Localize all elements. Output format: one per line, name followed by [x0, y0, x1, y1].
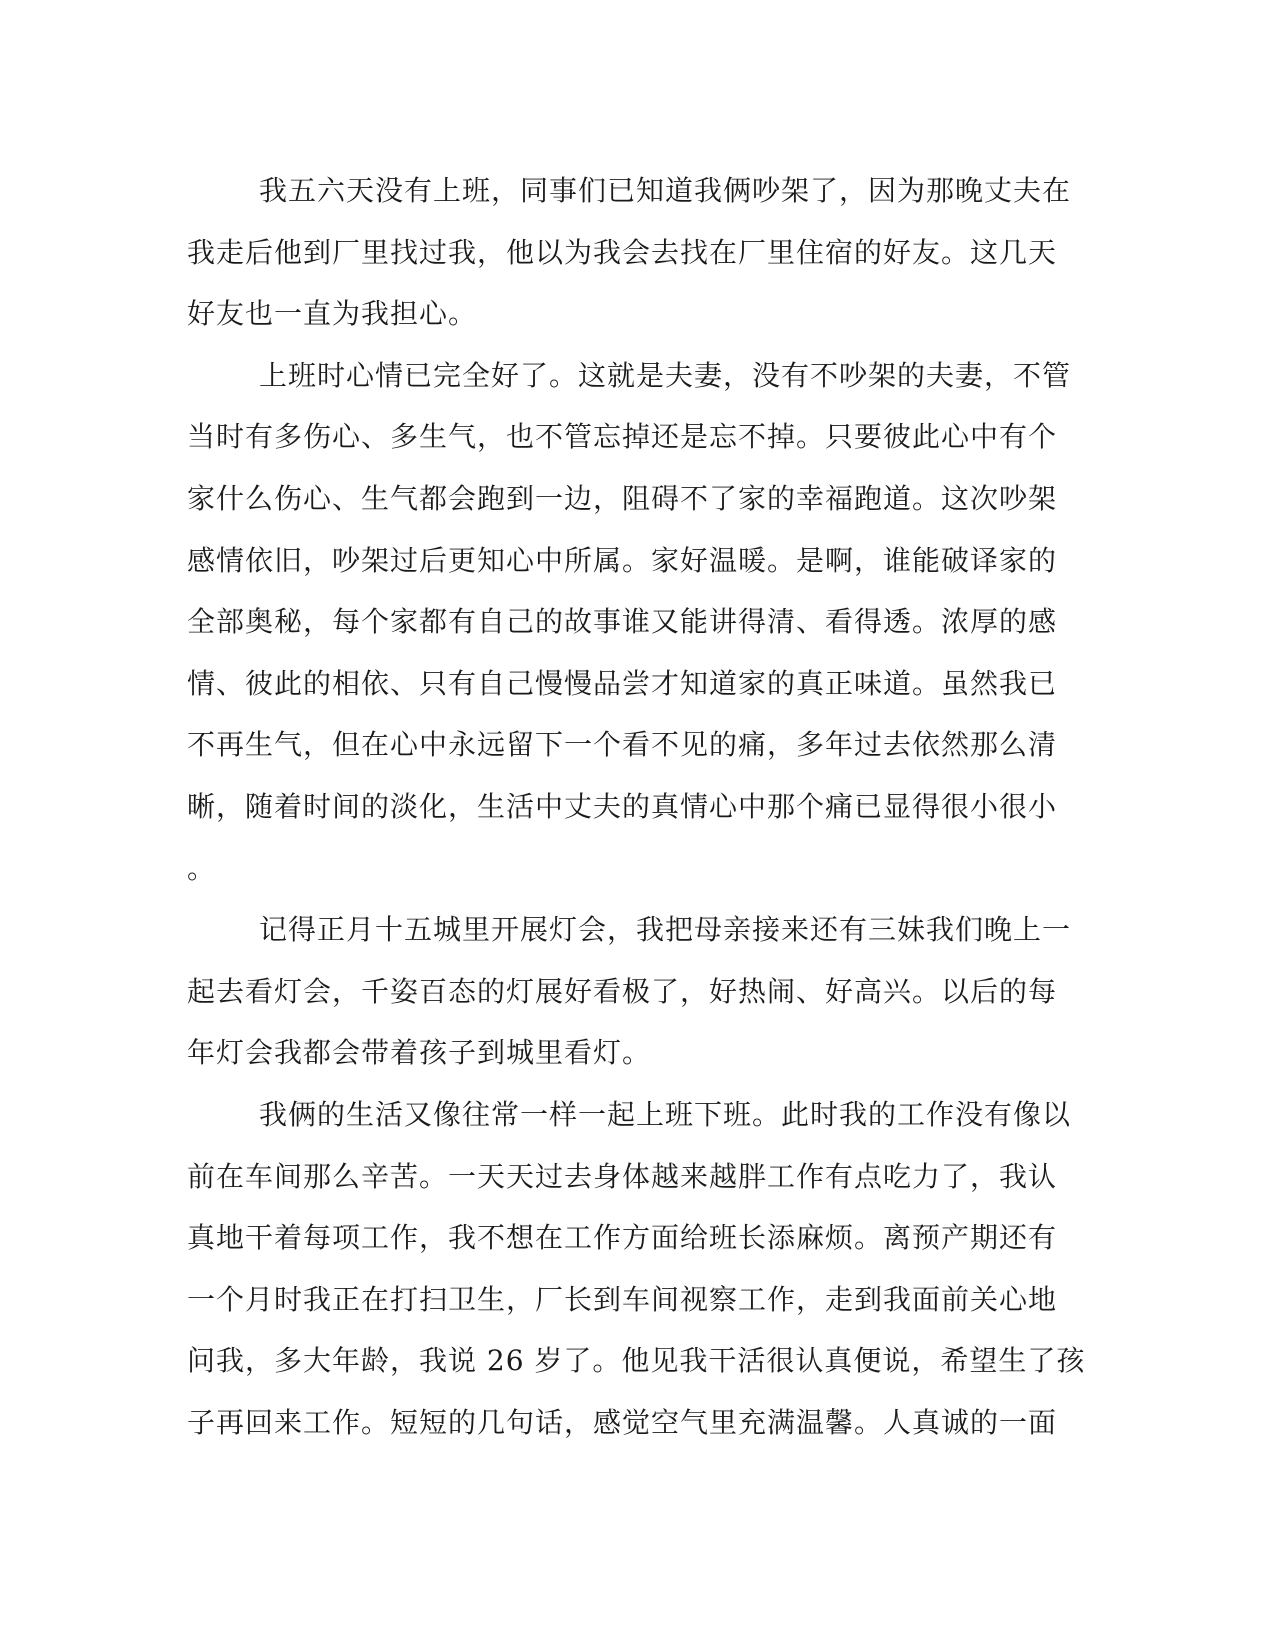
paragraph-line: 好友也一直为我担心。	[187, 297, 478, 331]
paragraph-line: 记得正月十五城里开展灯会，我把母亲接来还有三妹我们晚上一	[259, 913, 1072, 947]
paragraph-line: 。	[187, 851, 217, 885]
paragraph-line: 我走后他到厂里找过我，他以为我会去找在厂里住宿的好友。这几天	[187, 235, 1058, 269]
paragraph-line: 起去看灯会，千姿百态的灯展好看极了，好热闹、好高兴。以后的每	[187, 974, 1058, 1008]
paragraph-line: 晰，随着时间的淡化，生活中丈夫的真情心中那个痛已显得很小很小	[187, 789, 1058, 823]
paragraph-line: 上班时心情已完全好了。这就是夫妻，没有不吵架的夫妻，不管	[259, 358, 1072, 392]
body-text	[187, 160, 1086, 1453]
paragraph-line: 不再生气，但在心中永远留下一个看不见的痛，多年过去依然那么清	[187, 728, 1058, 762]
paragraph-line: 我五六天没有上班，同事们已知道我俩吵架了，因为那晚丈夫在	[259, 174, 1072, 207]
paragraph-line: 全部奥秘，每个家都有自己的故事谁又能讲得清、看得透。浓厚的感	[187, 605, 1058, 639]
paragraph-line: 一个月时我正在打扫卫生，厂长到车间视察工作，走到我面前关心地	[187, 1282, 1058, 1316]
paragraph-line: 我俩的生活又像往常一样一起上班下班。此时我的工作没有像以	[259, 1097, 1072, 1131]
paragraph-line: 当时有多伤心、多生气，也不管忘掉还是忘不掉。只要彼此心中有个	[187, 420, 1058, 454]
paragraph-line: 前在车间那么辛苦。一天天过去身体越来越胖工作有点吃力了，我认	[187, 1159, 1058, 1193]
paragraph-line: 年灯会我都会带着孩子到城里看灯。	[187, 1036, 652, 1070]
paragraph-line: 感情依旧，吵架过后更知心中所属。家好温暖。是啊，谁能破译家的	[187, 543, 1058, 577]
paragraph-line: 情、彼此的相依、只有自己慢慢品尝才知道家的真正味道。虽然我已	[187, 666, 1058, 700]
paragraph-line: 问我，多大年龄，我说 26 岁了。他见我干活很认真便说，希望生了孩	[187, 1344, 1086, 1378]
paragraph-line: 子再回来工作。短短的几句话，感觉空气里充满温馨。人真诚的一面	[187, 1405, 1058, 1439]
paragraph-line: 真地干着每项工作，我不想在工作方面给班长添麻烦。离预产期还有	[187, 1221, 1058, 1255]
paragraph-line: 家什么伤心、生气都会跑到一边，阻碍不了家的幸福跑道。这次吵架	[187, 481, 1058, 515]
